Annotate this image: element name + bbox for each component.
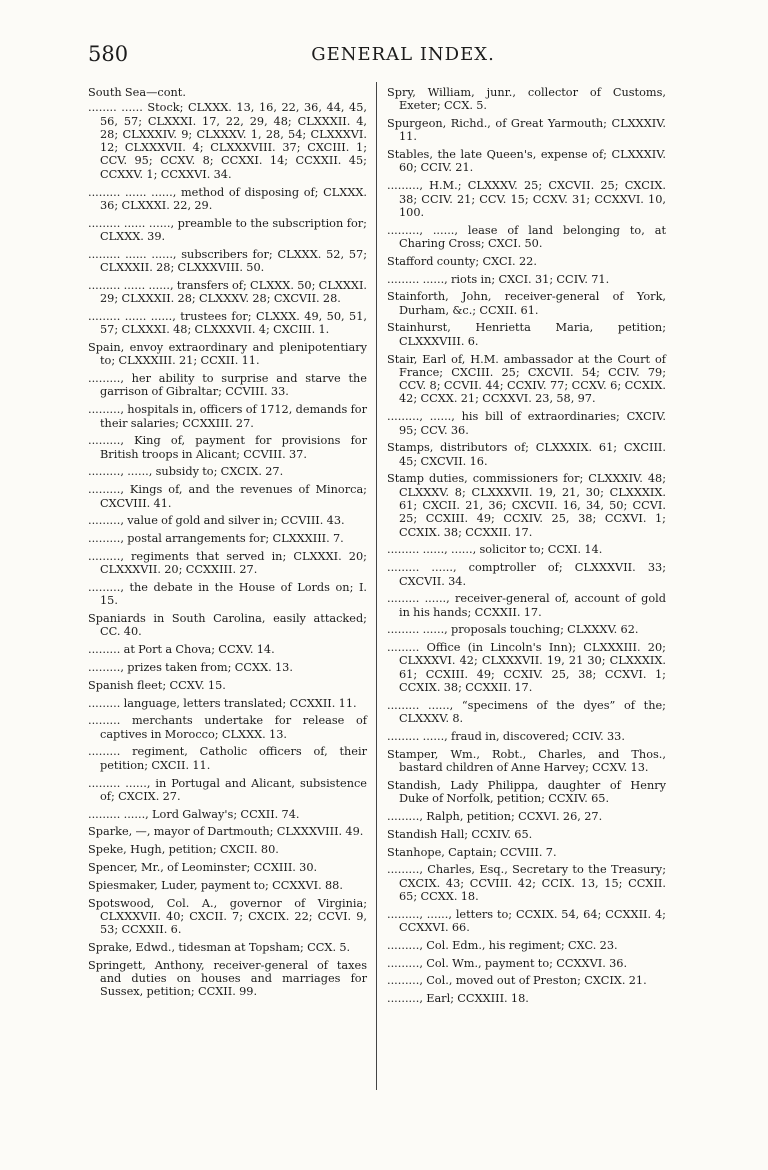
index-entry: ......... ......, comptroller of; CLXXXVII. 33; CXCVII. 34. [387, 561, 666, 588]
index-entry: ......... regiment, Catholic officers of, their petition; CXCII. 11. [88, 745, 367, 772]
index-entry: Stables, the late Queen's, expense of; CLXXXIV. 60; CCIV. 21. [387, 148, 666, 175]
index-entry: ........., H.M.; CLXXXV. 25; CXCVII. 25; CXCIX. 38; CCIV. 21; CCV. 15; CCXV. 31; CCXXVI. 10, 100. [387, 179, 666, 219]
column-divider [376, 82, 377, 1090]
page-number: 580 [88, 42, 129, 66]
index-entry: ........., King of, payment for provisions for British troops in Alicant; CCVIII. 37. [88, 434, 367, 461]
index-entry: ......... ......, riots in; CXCI. 31; CCIV. 71. [387, 272, 610, 286]
index-entry: Standish Hall; CCXIV. 65. [387, 827, 533, 841]
index-entry: Spurgeon, Richd., of Great Yarmouth; CLXXXIV. 11. [387, 117, 666, 144]
index-entry: Stainhurst, Henrietta Maria, petition; CLXXXVIII. 6. [387, 321, 666, 348]
index-entry: Speke, Hugh, petition; CXCII. 80. [88, 843, 279, 857]
index-entry: Spain, envoy extraordinary and plenipotentiary to; CLXXXIII. 21; CCXII. 11. [88, 341, 367, 368]
index-entry: ........., Col., moved out of Preston; CXCIX. 21. [387, 974, 647, 988]
index-entry: ........., the debate in the House of Lords on; I. 15. [88, 581, 367, 608]
index-entry: ........., Kings of, and the revenues of Minorca; CXCVIII. 41. [88, 483, 367, 510]
index-column-right [387, 86, 666, 1010]
index-entry: Spiesmaker, Luder, payment to; CCXXVI. 88. [88, 878, 343, 892]
index-entry: ........., ......, letters to; CCXIX. 54, 64; CCXXII. 4; CCXXVI. 66. [387, 907, 666, 935]
index-entry: Springett, Anthony, receiver-general of taxes and duties on houses and marriages for Sussex, petition; CCXII. 99. [88, 958, 367, 999]
index-entry: ......... at Port a Chova; CCXV. 14. [88, 643, 275, 657]
index-entry: Standish, Lady Philippa, daughter of Henry Duke of Norfolk, petition; CCXIV. 65. [387, 778, 666, 806]
index-column-left [88, 86, 367, 1003]
index-entry: ......... language, letters translated; CCXXII. 11. [88, 696, 357, 710]
index-entry: Stamper, Wm., Robt., Charles, and Thos., bastard children of Anne Harvey; CCXV. 13. [387, 747, 666, 775]
index-entry: Spaniards in South Carolina, easily attacked; CC. 40. [88, 612, 367, 639]
index-entry: Stainforth, John, receiver-general of York, Durham, &c.; CCXII. 61. [387, 290, 666, 317]
index-entry: ......... ......, “specimens of the dyes” of the; CLXXXV. 8. [387, 698, 666, 726]
index-entry: ........., Earl; CCXXIII. 18. [387, 992, 529, 1006]
page-header [88, 42, 718, 72]
index-entry: ......... ...... ......, subscribers for; CLXXX. 52, 57; CLXXXII. 28; CLXXXVIII. 50. [88, 247, 367, 275]
index-entry: ......... ......, in Portugal and Alicant, subsistence of; CXCIX. 27. [88, 776, 367, 803]
index-entry: Stanhope, Captain; CCVIII. 7. [387, 845, 557, 859]
index-entry: ......... ......, fraud in, discovered; CCIV. 33. [387, 729, 625, 743]
index-entry: Spotswood, Col. A., governor of Virginia; CLXXXVII. 40; CXCII. 7; CXCIX. 22; CCVI. 9, 53; CCXXII. 6. [88, 896, 367, 937]
index-entry: ........., Charles, Esq., Secretary to the Treasury; CXCIX. 43; CCVIII. 42; CCIX. 13, 15; CCXII. 65; CCXX. 18. [387, 863, 666, 903]
index-entry: ........., regiments that served in; CLXXXI. 20; CLXXXVII. 20; CCXXIII. 27. [88, 549, 367, 577]
index-entry: Sparke, —, mayor of Dartmouth; CLXXXVIII. 49. [88, 825, 364, 839]
index-entry: ........., hospitals in, officers of 1712, demands for their salaries; CCXXIII. 27. [88, 403, 367, 430]
index-entry: ........., postal arrangements for; CLXXXIII. 7. [88, 532, 344, 546]
index-entry: ........., prizes taken from; CCXX. 13. [88, 660, 293, 674]
running-title: GENERAL INDEX. [311, 44, 495, 65]
index-entry: ........., Ralph, petition; CCXVI. 26, 27. [387, 809, 603, 823]
index-entry: Stamps, distributors of; CLXXXIX. 61; CXCIII. 45; CXCVII. 16. [387, 441, 666, 468]
index-entry: ........., ......, subsidy to; CXCIX. 27. [88, 465, 284, 479]
index-entry: ......... ...... ......, method of disposing of; CLXXX. 36; CLXXXI. 22, 29. [88, 185, 367, 212]
index-entry: ......... Office (in Lincoln's Inn); CLXXXIII. 20; CLXXXVI. 42; CLXXXVII. 19, 21 30; CLXXXIX. 61; CCXIII. 49; CCXIV. 25, 38; CCXVI. 1; CCXIX. 38; CCXXII. 17. [387, 641, 666, 695]
index-entry: Stamp duties, commissioners for; CLXXXIV. 48; CLXXXV. 8; CLXXXVII. 19, 21, 30; CLXXXIX. 61; CXCII. 21, 36; CXCVII. 16, 34, 50; CCVI. 25; CCXIII. 49; CCXIV. 25, 38; CCXVI. 1; CCXIX. 38; CCXXII. 17. [387, 472, 666, 539]
index-entry: ......... ...... ......, transfers of; CLXXX. 50; CLXXXI. 29; CLXXXII. 28; CLXXXV. 28; CXCVII. 28. [88, 278, 368, 306]
index-entry: ........., ......, his bill of extraordinaries; CXCIV. 95; CCV. 36. [387, 410, 666, 437]
index-entry: ......... ...... ......, preamble to the subscription for; CLXXX. 39. [88, 216, 367, 243]
index-entry: ......... ......, proposals touching; CLXXXV. 62. [387, 623, 639, 637]
index-entry: ........., Col. Wm., payment to; CCXXVI. 36. [387, 956, 628, 970]
index-entry: ........., value of gold and silver in; CCVIII. 43. [88, 514, 345, 528]
index-entry: ........., ......, lease of land belonging to, at Charing Cross; CXCI. 50. [387, 223, 666, 250]
index-entry: Sprake, Edwd., tidesman at Topsham; CCX. 5. [88, 941, 351, 955]
index-entry: ........., Col. Edm., his regiment; CXC. 23. [387, 938, 618, 952]
index-entry: Stair, Earl of, H.M. ambassador at the Court of France; CXCIII. 25; CXCVII. 54; CCIV. 79; CCV. 8; CCVII. 44; CCXIV. 77; CCXV. 6; CCXIX. 42; CCXX. 21; CCXXVI. 23, 58, 97. [387, 352, 666, 406]
index-entry: ........ ...... Stock; CLXXX. 13, 16, 22, 36, 44, 45, 56, 57; CLXXXI. 17, 22, 29, 48; CLXXXII. 4, 28; CLXXXIV. 9; CLXXXV. 1, 28, 54; CLXXXVI. 12; CLXXXVII. 4; CLXXXVIII. 37; CXCIII. 1; CCV. 95; CCXV. 8; CCXXI. 14; CCXXII. 45; CCXXV. 1; CCXXVI. 34. [88, 101, 367, 181]
index-entry: ......... merchants undertake for release of captives in Morocco; CLXXX. 13. [88, 714, 367, 741]
index-entry: ......... ......, receiver-general of, account of gold in his hands; CCXXII. 17. [387, 592, 666, 619]
index-entry: South Sea—cont. [88, 86, 186, 99]
index-entry: ......... ......, Lord Galway's; CCXII. 74. [88, 807, 300, 821]
index-entry: Spencer, Mr., of Leominster; CCXIII. 30. [88, 861, 318, 875]
index-entry: Spry, William, junr., collector of Customs, Exeter; CCX. 5. [387, 86, 666, 113]
index-entry: Stafford county; CXCI. 22. [387, 254, 537, 268]
index-entry: ......... ...... ......, trustees for; CLXXX. 49, 50, 51, 57; CLXXXI. 48; CLXXXVII. 4; CXCIII. 1. [88, 309, 367, 337]
index-entry: Spanish fleet; CCXV. 15. [88, 678, 226, 692]
index-entry: ......... ......, ......, solicitor to; CCXI. 14. [387, 543, 603, 557]
index-entry: ........., her ability to surprise and starve the garrison of Gibraltar; CCVIII. 33. [88, 372, 367, 399]
